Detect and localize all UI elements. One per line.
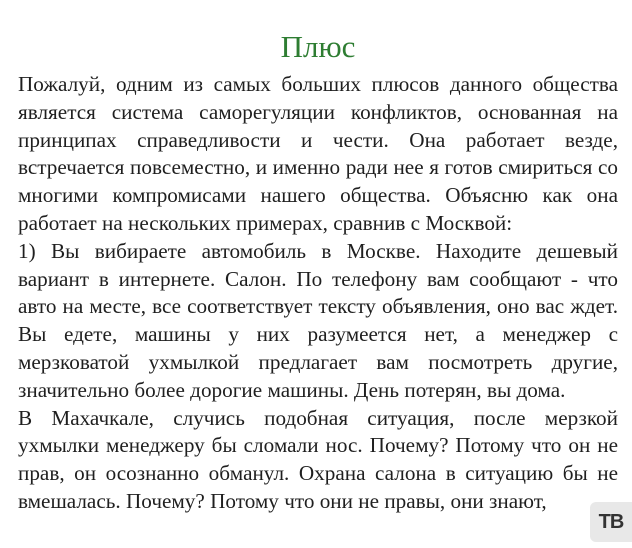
- watermark-logo: [590, 502, 632, 542]
- article-title: Плюс: [280, 28, 356, 64]
- paragraph-intro: Пожалуй, одним из самых больших плюсов данного общества является система саморегуляции конфликтов, основанная на принципах справедливости и чести. Она работает везде, встречается повсеместно, и именно ради нее я готов смириться со многими компромисами нашего общества. Объясню как она работает на нескольких примерах, сравнив с Москвой:: [18, 72, 618, 235]
- paragraph-example-moscow: 1) Вы вибираете автомобиль в Москве. Находите дешевый вариант в интернете. Салон. По телефону вам сообщают - что авто на месте, все соответствует тексту объявления, оно вас ждет. Вы едете, машины у них разумеется нет, а менеджер с мерзковатой ухмылкой предлагает вам посмотреть другие, значительно более дорогие машины. День потерян, вы дома.: [18, 238, 618, 402]
- article-body: [18, 71, 618, 516]
- paragraph-example-makhachkala: В Махачкале, случись подобная ситуация, после мерзкой ухмылки менеджеру бы сломали нос. Почему? Потому что он не прав, он осознанно обманул. Охрана салона в ситуацию бы не вмешалась. Почему? Потому что они не правы, они знают,: [18, 405, 618, 513]
- watermark-label: ТВ: [598, 510, 624, 533]
- article: [18, 0, 618, 548]
